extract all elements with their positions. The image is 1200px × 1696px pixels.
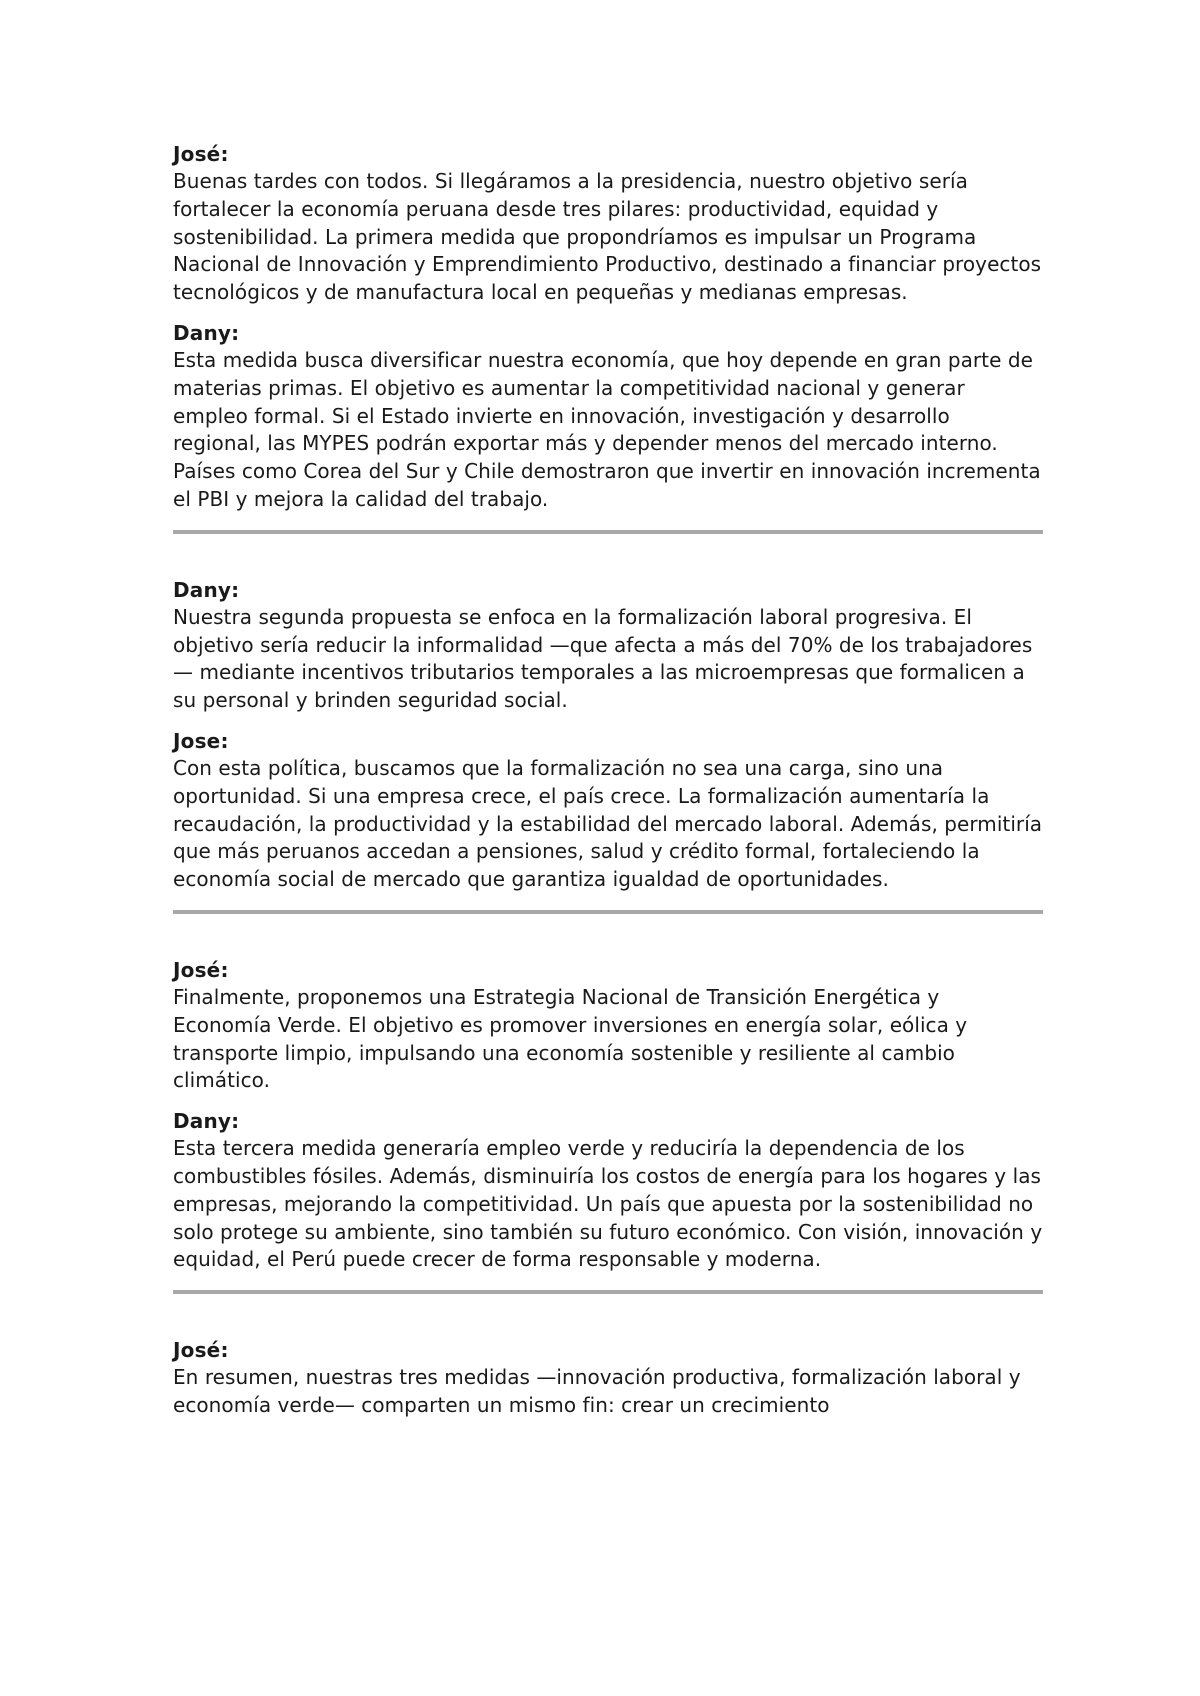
speaker-name: Jose: xyxy=(173,728,229,753)
speaker-text: Con esta política, buscamos que la formalización no sea una carga, sino una oportunidad. Si una empresa crece, el país crece. La formalización aumentaría la recaudación, la productividad y la estabilidad del mercado laboral. Además, permitiría que más peruanos accedan a pensiones, salud y crédito formal, fortaleciendo la economía social de mercado que garantiza igualdad de oportunidades. xyxy=(173,755,1043,892)
speaker-text: Finalmente, proponemos una Estrategia Nacional de Transición Energética y Economía Verde. El objetivo es promover inversiones en energía solar, eólica y transporte limpio, impulsando una economía sostenible y resiliente al cambio climático. xyxy=(173,984,968,1093)
speaker-text: Buenas tardes con todos. Si llegáramos a la presidencia, nuestro objetivo sería fortalecer la economía peruana desde tres pilares: productividad, equidad y sostenibilidad. La primera medida que propondríamos es impulsar un Programa Nacional de Innovación y Emprendimiento Productivo, destinado a financiar proyectos tecnológicos y de manufactura local en pequeñas y medianas empresas. xyxy=(173,169,1042,305)
dialogue-turn xyxy=(173,1107,1043,1274)
dialogue-turn xyxy=(173,1336,1043,1420)
dialogue-turn xyxy=(173,956,1043,1095)
dialogue-section-2 xyxy=(173,576,1043,894)
speaker-text: Nuestra segunda propuesta se enfoca en la formalización laboral progresiva. El objetivo sería reducir la informalidad —que afecta a más del 70% de los trabajadores— mediante incentivos tributarios temporales a las microempresas que formalicen a su personal y brinden seguridad social. xyxy=(173,604,1033,713)
speaker-text: Esta tercera medida generaría empleo verde y reduciría la dependencia de los combustibles fósiles. Además, disminuiría los costos de energía para los hogares y las empresas, mejorando la competitividad. Un país que apuesta por la sostenibilidad no solo protege su ambiente, sino también su futuro económico. Con visión, innovación y equidad, el Perú puede crecer de forma responsable y moderna. xyxy=(173,1136,1043,1272)
speaker-name: José: xyxy=(173,142,229,166)
dialogue-section-4 xyxy=(173,1336,1043,1420)
dialogue-section-3 xyxy=(173,956,1043,1274)
speaker-name: José: xyxy=(173,957,229,982)
speaker-name: José: xyxy=(173,1338,229,1363)
speaker-name: Dany: xyxy=(173,577,240,602)
speaker-text: En resumen, nuestras tres medidas —innovación productiva, formalización laboral y economía verde— comparten un mismo fin: crear un crecimiento xyxy=(173,1365,1021,1417)
speaker-name: Dany: xyxy=(173,1109,240,1134)
section-divider xyxy=(173,530,1043,534)
dialogue-turn xyxy=(173,140,1043,307)
document-page xyxy=(173,140,1043,1420)
dialogue-turn xyxy=(173,727,1043,894)
dialogue-section-1 xyxy=(173,140,1043,514)
speaker-text: Esta medida busca diversificar nuestra economía, que hoy depende en gran parte de materias primas. El objetivo es aumentar la competitividad nacional y generar empleo formal. Si el Estado invierte en innovación, investigación y desarrollo regional, las MYPES podrán exportar más y depender menos del mercado interno. Países como Corea del Sur y Chile demostraron que invertir en innovación incrementa el PBI y mejora la calidad del trabajo. xyxy=(173,347,1041,511)
section-divider xyxy=(173,1290,1043,1294)
speaker-name: Dany: xyxy=(173,320,240,345)
section-divider xyxy=(173,910,1043,914)
dialogue-turn xyxy=(173,319,1043,514)
dialogue-turn xyxy=(173,576,1043,715)
